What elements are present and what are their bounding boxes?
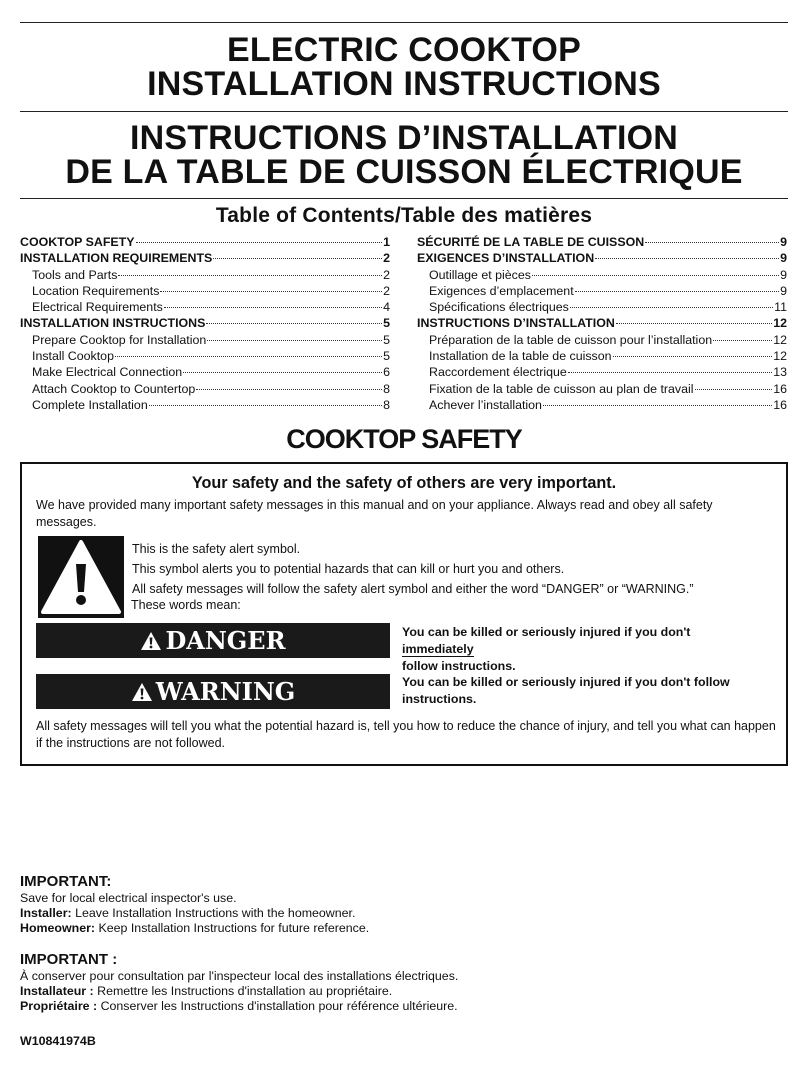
toc-entry[interactable] — [417, 397, 787, 413]
important-english-installer — [20, 906, 780, 921]
homeowner-text: Keep Installation Instructions for future reference. — [95, 921, 370, 935]
toc-entry[interactable] — [20, 250, 390, 266]
toc-entry-page: 1 — [383, 235, 390, 249]
installateur-text: Remettre les Instructions d'installation au propriétaire. — [93, 984, 393, 998]
toc-entry-page: 13 — [773, 365, 787, 380]
toc-entry[interactable] — [417, 364, 787, 380]
title-bottom-rule — [20, 198, 788, 199]
safety-alert-icon — [38, 536, 124, 618]
toc-entry-page: 4 — [383, 300, 390, 315]
proprietaire-text: Conserver les Instructions d'installation pour référence ultérieure. — [97, 999, 458, 1013]
toc-dot-leader — [213, 257, 382, 259]
safety-outro-text: All safety messages will tell you what the potential hazard is, tell you how to reduce the chance of injury, and tell you what can happen if the instructions are not followed. — [36, 719, 776, 750]
important-french — [20, 951, 780, 1014]
toc-entry-label: Raccordement électrique — [429, 365, 567, 380]
toc-entry-label: Spécifications électriques — [429, 300, 569, 315]
important-french-owner — [20, 999, 780, 1014]
alert-line-4: These words mean: — [131, 598, 241, 612]
toc-dot-leader — [160, 290, 382, 292]
toc-entry-label: INSTALLATION INSTRUCTIONS — [20, 316, 206, 331]
toc-entry[interactable] — [417, 348, 787, 364]
toc-entry-page: 9 — [780, 267, 787, 282]
toc-entry[interactable] — [20, 364, 390, 380]
warning-word: WARNING — [155, 677, 296, 706]
toc-dot-leader — [206, 322, 382, 324]
toc-entry-page: 9 — [780, 251, 787, 266]
toc-entry-page: 2 — [383, 251, 390, 266]
danger-signal-bar — [36, 623, 390, 658]
toc-dot-leader — [613, 355, 773, 357]
title-divider-rule — [20, 111, 788, 112]
toc-entry[interactable] — [417, 381, 787, 397]
safety-box-heading: Your safety and the safety of others are very important. — [191, 474, 617, 492]
toc-entry[interactable] — [20, 234, 390, 250]
toc-entry-label: Prepare Cooktop for Installation — [32, 332, 207, 347]
toc-entry[interactable] — [20, 348, 390, 364]
toc-dot-leader — [595, 257, 779, 259]
toc-entry[interactable] — [20, 332, 390, 348]
toc-entry-label: Make Electrical Connection — [32, 365, 183, 380]
toc-entry[interactable] — [20, 315, 390, 331]
toc-dot-leader — [570, 306, 773, 308]
proprietaire-label: Propriétaire : — [20, 999, 98, 1013]
toc-entry[interactable] — [417, 283, 787, 299]
title-french-line1: INSTRUCTIONS D’INSTALLATION — [129, 119, 679, 157]
toc-dot-leader — [196, 388, 382, 390]
toc-entry-page: 2 — [383, 283, 390, 298]
toc-entry[interactable] — [417, 234, 787, 250]
toc-entry-page: 6 — [383, 365, 390, 380]
toc-dot-leader — [695, 388, 773, 390]
alert-line-1: This is the safety alert symbol. — [132, 542, 301, 556]
important-english-homeowner — [20, 921, 780, 936]
toc-english-column — [20, 234, 390, 413]
toc-dot-leader — [115, 355, 382, 357]
danger-text-after: follow instructions. — [402, 659, 516, 673]
alert-line-3: All safety messages will follow the safety alert symbol and either the word “DANGER” or “WARNING.” — [132, 582, 694, 596]
toc-entry-label: Attach Cooktop to Countertop — [32, 381, 196, 396]
toc-entry[interactable] — [417, 315, 787, 331]
toc-entry-page: 9 — [780, 283, 787, 298]
toc-entry[interactable] — [417, 299, 787, 315]
title-english-line2: INSTALLATION INSTRUCTIONS — [147, 65, 661, 103]
safety-intro-text: We have provided many important safety messages in this manual and on your appliance. Always read and obey all safety messages. — [36, 498, 713, 529]
toc-entry-page: 16 — [773, 397, 787, 412]
toc-entry-page: 8 — [383, 381, 390, 396]
danger-word: DANGER — [165, 626, 286, 655]
toc-entry-label: Outillage et pièces — [429, 267, 531, 282]
toc-entry[interactable] — [20, 397, 390, 413]
important-english — [20, 873, 780, 936]
toc-entry-label: Exigences d’emplacement — [429, 283, 574, 298]
title-english-line1: ELECTRIC COOKTOP — [227, 31, 581, 69]
toc-entry-page: 5 — [383, 349, 390, 364]
toc-entry-label: Installation de la table de cuisson — [429, 349, 612, 364]
warning-message: You can be killed or seriously injured if you don't follow instructions. — [402, 675, 730, 706]
toc-dot-leader — [532, 274, 779, 276]
toc-entry-page: 2 — [383, 267, 390, 282]
toc-dot-leader — [118, 274, 382, 276]
part-number: W10841974B — [20, 1034, 96, 1048]
toc-dot-leader — [136, 241, 383, 243]
top-rule — [20, 22, 788, 23]
toc-entry[interactable] — [417, 332, 787, 348]
toc-entry-label: Location Requirements — [32, 283, 160, 298]
danger-message — [402, 624, 762, 675]
toc-dot-leader — [568, 371, 772, 373]
toc-entry-label: Electrical Requirements — [32, 300, 163, 315]
important-english-line1: Save for local electrical inspector's use. — [20, 891, 237, 905]
toc-entry-page: 5 — [383, 332, 390, 347]
important-french-installer — [20, 984, 780, 999]
toc-entry[interactable] — [20, 267, 390, 283]
toc-dot-leader — [164, 306, 382, 308]
toc-entry[interactable] — [20, 283, 390, 299]
toc-entry-label: INSTRUCTIONS D’INSTALLATION — [417, 316, 615, 331]
toc-dot-leader — [575, 290, 779, 292]
section-heading-cooktop-safety: COOKTOP SAFETY — [286, 424, 522, 454]
warning-signal-bar — [36, 674, 390, 709]
toc-entry-label: Fixation de la table de cuisson au plan de travail — [429, 381, 694, 396]
warning-alert-icon — [131, 682, 153, 702]
toc-dot-leader — [149, 404, 382, 406]
toc-entry-page: 9 — [780, 235, 787, 249]
toc-french-column — [417, 234, 787, 413]
toc-entry[interactable] — [417, 267, 787, 283]
toc-entry-label: SÉCURITÉ DE LA TABLE DE CUISSON — [417, 235, 645, 249]
installer-text: Leave Installation Instructions with the homeowner. — [71, 906, 356, 920]
homeowner-label: Homeowner: — [20, 921, 96, 935]
toc-entry-label: EXIGENCES D’INSTALLATION — [417, 251, 595, 266]
important-french-line1: À conserver pour consultation par l'inspecteur local des installations électriques. — [20, 969, 459, 983]
toc-dot-leader — [645, 241, 779, 243]
toc-entry[interactable] — [20, 381, 390, 397]
installateur-label: Installateur : — [20, 984, 94, 998]
toc-entry-page: 12 — [773, 349, 787, 364]
danger-alert-icon — [140, 631, 162, 651]
toc-dot-leader — [616, 322, 772, 324]
safety-box — [20, 462, 788, 766]
toc-entry-label: COOKTOP SAFETY — [20, 235, 135, 249]
toc-dot-leader — [207, 339, 382, 341]
important-english-title: IMPORTANT: — [20, 873, 112, 890]
toc-dot-leader — [543, 404, 772, 406]
important-french-title: IMPORTANT : — [20, 951, 118, 968]
alert-line-2: This symbol alerts you to potential hazards that can kill or hurt you and others. — [132, 562, 565, 576]
toc-dot-leader — [713, 339, 772, 341]
toc-entry[interactable] — [20, 299, 390, 315]
toc-entry-page: 8 — [383, 397, 390, 412]
toc-heading: Table of Contents/Table des matières — [215, 204, 593, 227]
toc-dot-leader — [183, 371, 382, 373]
toc-entry-label: Install Cooktop — [32, 349, 114, 364]
danger-text-before: You can be killed or seriously injured if you don't — [402, 625, 691, 639]
toc-entry-label: INSTALLATION REQUIREMENTS — [20, 251, 213, 266]
toc-entry-page: 5 — [383, 316, 390, 331]
installer-label: Installer: — [20, 906, 72, 920]
danger-text-emphasis: immediately — [402, 642, 474, 656]
toc-entry-page: 16 — [773, 381, 787, 396]
toc-entry-label: Achever l’installation — [429, 397, 542, 412]
toc-entry-label: Préparation de la table de cuisson pour l’installation — [429, 332, 713, 347]
toc-entry-page: 11 — [774, 300, 787, 315]
toc-entry-label: Complete Installation — [32, 397, 148, 412]
toc-entry-page: 12 — [773, 332, 787, 347]
toc-entry[interactable] — [417, 250, 787, 266]
toc-entry-label: Tools and Parts — [32, 267, 118, 282]
title-french-line2: DE LA TABLE DE CUISSON ÉLECTRIQUE — [65, 153, 743, 191]
toc-entry-page: 12 — [773, 316, 787, 331]
